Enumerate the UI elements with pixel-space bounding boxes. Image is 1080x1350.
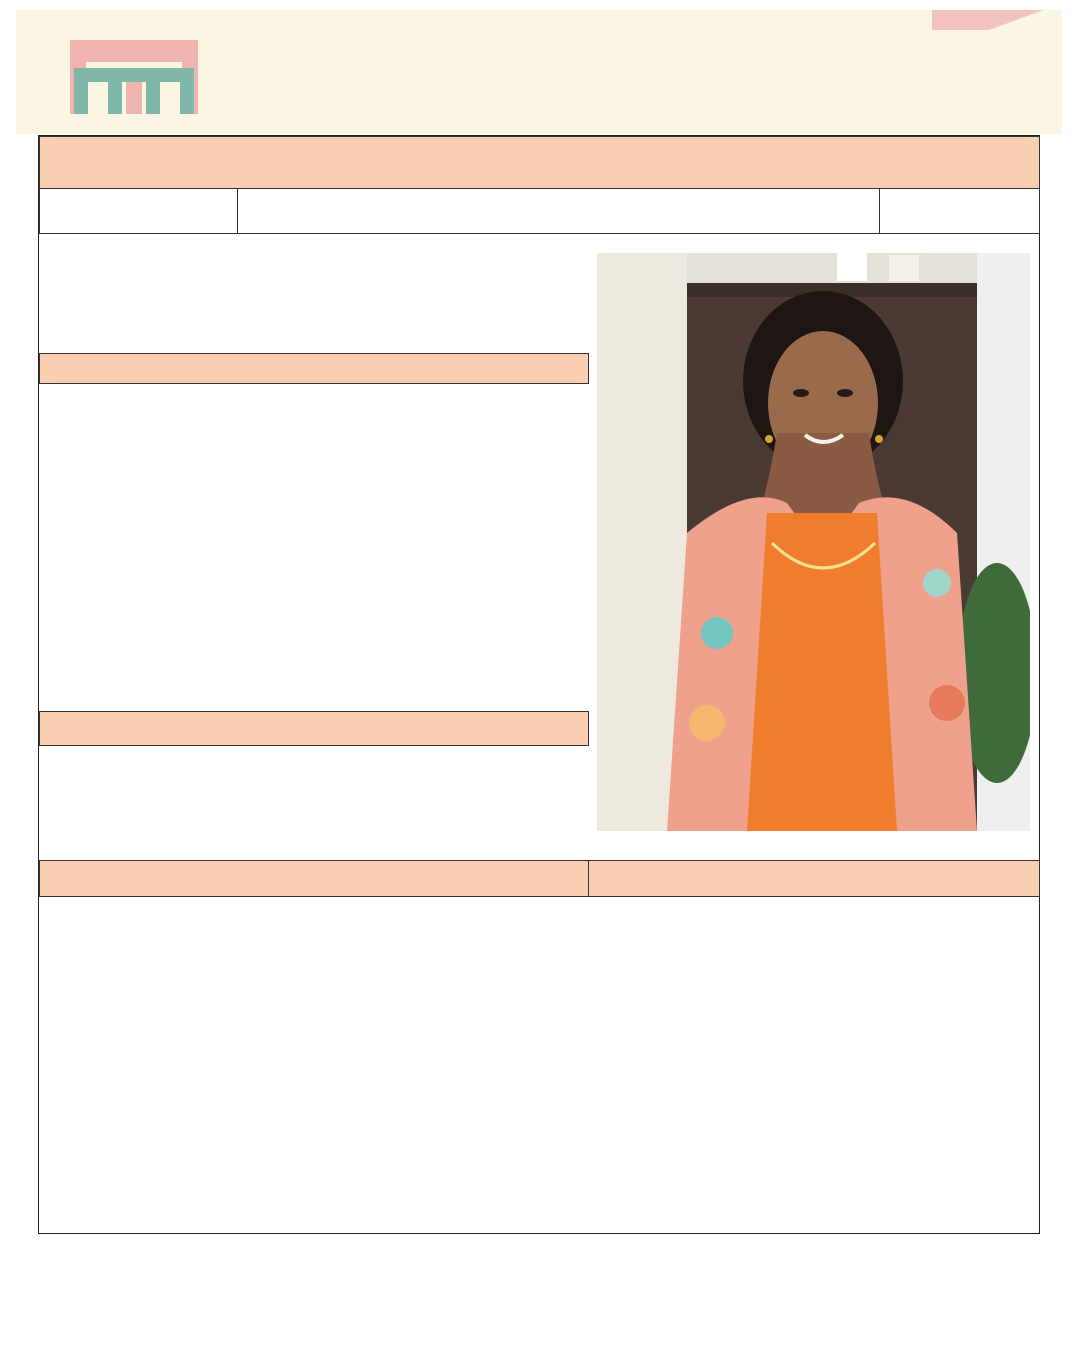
- work-experience-header: [39, 860, 589, 897]
- applicant-name-label-cell: [39, 188, 238, 234]
- applicant-photo: [597, 253, 1030, 831]
- previous-employment-header: [588, 860, 1040, 897]
- applicant-name-arabic-cell: [879, 188, 1040, 234]
- applicant-name-value-cell: [237, 188, 880, 234]
- applicant-portrait-image: [597, 253, 1030, 831]
- details-section-header: [39, 353, 589, 384]
- languages-section-header: [39, 711, 589, 746]
- spacer: [588, 233, 1040, 234]
- corner-decoration: [932, 10, 1062, 30]
- letterhead: [16, 10, 1062, 134]
- wanasah-logo-icon: [70, 40, 198, 114]
- form-title-bar: [39, 136, 1040, 189]
